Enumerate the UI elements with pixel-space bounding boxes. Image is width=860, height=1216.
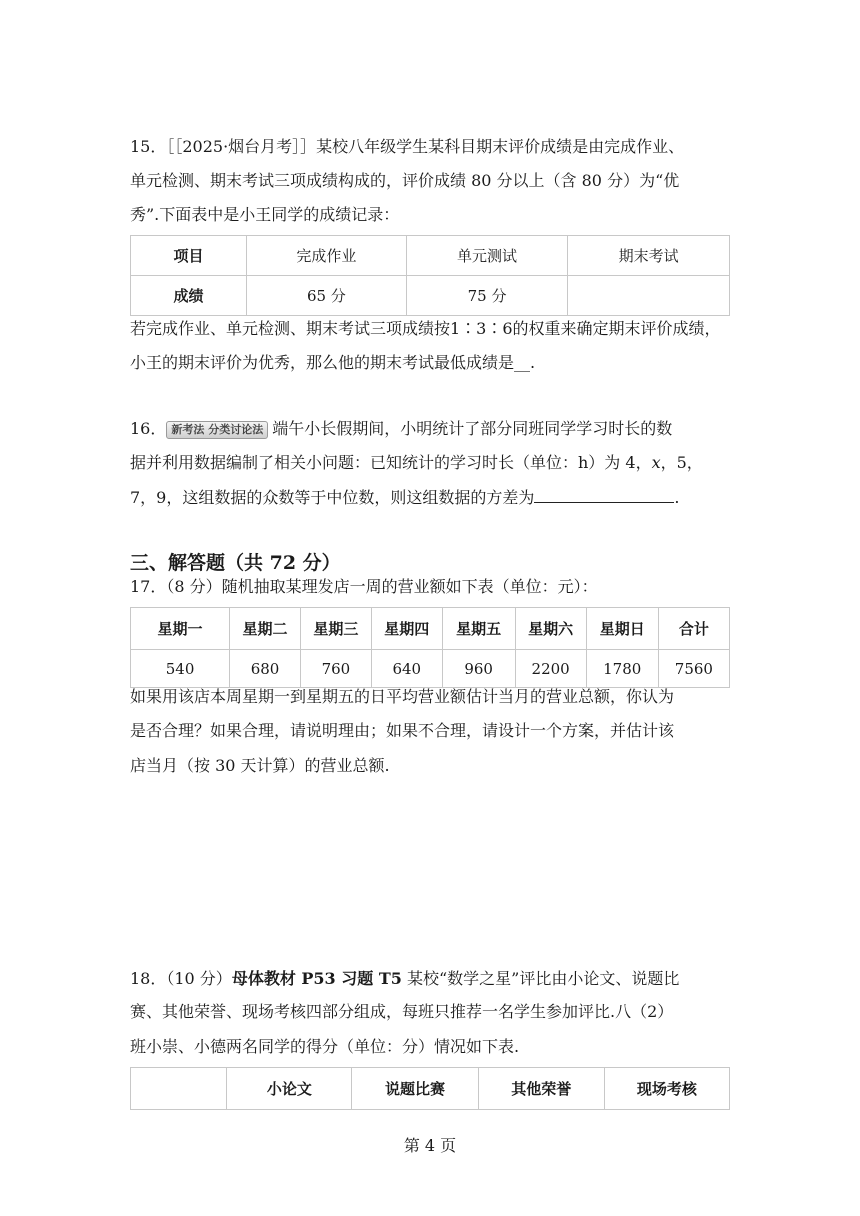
q17-cell-thu: 640: [371, 650, 442, 688]
q16-line-2: 据并利用数据编制了相关小问题：已知统计的学习时长（单位：h）为 4，𝑥，5，: [130, 453, 703, 472]
q15-header-unit-test: 单元测试: [406, 236, 568, 276]
q15-row-label: 成绩: [131, 276, 247, 316]
q17-line-1: 17．（8 分）随机抽取某理发店一周的营业额如下表（单位：元）：: [130, 577, 598, 596]
q16-line-3-end: .: [674, 488, 680, 507]
answer-blank: [534, 486, 674, 503]
q17-header-thu: 星期四: [371, 608, 442, 650]
q18-score-table: [130, 1067, 730, 1110]
q17-cell-wed: 760: [300, 650, 371, 688]
q17-cell-total: 7560: [658, 650, 729, 688]
q18-line-1-text: 某校“数学之星”评比由小论文、说题比: [401, 969, 680, 988]
q18-source-tag: 母体教材 P53 习题 T5: [231, 969, 402, 988]
q16-line-3: [130, 486, 679, 509]
q17-revenue-table: [130, 607, 730, 688]
q18-header-talk: 说题比赛: [352, 1068, 478, 1110]
q16-line-1: [130, 418, 672, 440]
q17-header-sun: 星期日: [586, 608, 658, 650]
q15-cell-unit-test: 75 分: [406, 276, 568, 316]
q18-line-1: [130, 968, 679, 990]
q17-line-2: 如果用该店本周星期一到星期五的日平均营业额估计当月的营业总额，你认为: [130, 687, 675, 706]
q18-header-essay: 小论文: [227, 1068, 352, 1110]
q16-line-3-text: 7，9，这组数据的众数等于中位数，则这组数据的方差为: [130, 488, 535, 507]
q17-line-3: 是否合理？如果合理，请说明理由；如果不合理，请设计一个方案，并估计该: [130, 721, 675, 740]
q17-header-fri: 星期五: [442, 608, 515, 650]
q15-header-homework: 完成作业: [247, 236, 407, 276]
q15-line-5: 小王的期末评价为优秀，那么他的期末考试最低成绩是__.: [130, 353, 536, 372]
q18-line-2: 赛、其他荣誉、现场考核四部分组成，每班只推荐一名学生参加评比.八（2）: [130, 1002, 674, 1021]
q17-header-total: 合计: [658, 608, 729, 650]
q15-score-table: [130, 235, 730, 316]
q15-line-4: 若完成作业、单元检测、期末考试三项成绩按1∶3∶6的权重来确定期末评价成绩，: [130, 319, 721, 338]
q16-number: 16．: [130, 419, 167, 438]
q18-header-blank: [131, 1068, 227, 1110]
q17-cell-sat: 2200: [515, 650, 586, 688]
section-title: 三、解答题（共 72 分）: [130, 552, 341, 574]
q17-cell-fri: 960: [442, 650, 515, 688]
q17-cell-mon: 540: [131, 650, 230, 688]
q17-header-tue: 星期二: [230, 608, 301, 650]
q17-line-4: 店当月（按 30 天计算）的营业总额.: [130, 756, 390, 775]
new-method-badge: 新考法 分类讨论法: [166, 421, 268, 439]
q15-cell-homework: 65 分: [247, 276, 407, 316]
q15-line-2: 单元检测、期末考试三项成绩构成的，评价成绩 80 分以上（含 80 分）为“优: [130, 171, 680, 190]
q15-header-final-exam: 期末考试: [568, 236, 730, 276]
q15-cell-final-exam: [568, 276, 730, 316]
q17-header-wed: 星期三: [300, 608, 371, 650]
q18-line-3: 班小崇、小德两名同学的得分（单位：分）情况如下表.: [130, 1037, 520, 1056]
q17-header-mon: 星期一: [131, 608, 230, 650]
q18-prefix: 18．（10 分）: [130, 969, 232, 988]
q17-header-sat: 星期六: [515, 608, 586, 650]
q15-header-item: 项目: [131, 236, 247, 276]
page-number: 第 4 页: [403, 1136, 457, 1155]
q17-cell-sun: 1780: [586, 650, 658, 688]
q16-line-1-text: 端午小长假期间，小明统计了部分同班同学学习时长的数: [272, 419, 673, 438]
q15-line-3: 秀”.下面表中是小王同学的成绩记录：: [130, 205, 400, 224]
q15-line-1: 15．［［2025·烟台月考］］某校八年级学生某科目期末评价成绩是由完成作业、: [130, 137, 685, 156]
q17-cell-tue: 680: [230, 650, 301, 688]
q18-header-honors: 其他荣誉: [478, 1068, 604, 1110]
q18-header-onsite: 现场考核: [604, 1068, 729, 1110]
